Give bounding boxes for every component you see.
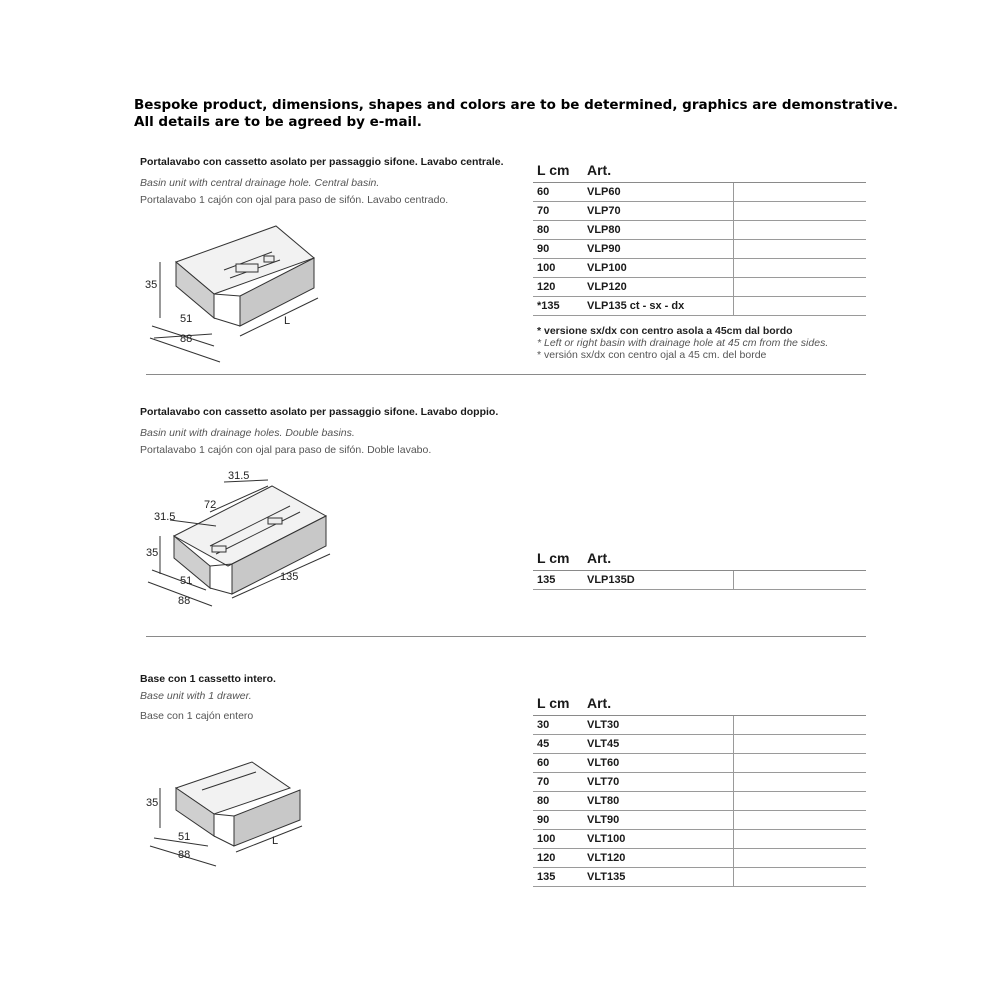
cell-article: VLP90 (587, 243, 621, 255)
cell-length: 80 (537, 224, 550, 236)
dim-length-label: L (272, 835, 279, 847)
cell-article: VLP60 (587, 186, 621, 198)
disclaimer-line-2: All details are to be agreed by e-mail. (134, 114, 422, 130)
table-row (533, 811, 866, 830)
section-2-english: Basin unit with drainage holes. Double basins. (140, 427, 355, 439)
dim-depth-label: 51 (180, 575, 193, 587)
section-1-title: Portalavabo con cassetto asolato per passaggio sifone. Lavabo centrale. (140, 156, 504, 168)
col-article-header: Art. (587, 162, 612, 178)
basin-unit-double-drawing (140, 466, 360, 611)
disclaimer-line-1: Bespoke product, dimensions, shapes and colors are to be determined, graphics are demonstrative. (134, 97, 899, 113)
table-row (533, 259, 866, 278)
table-row (533, 773, 866, 792)
table-row (533, 830, 866, 849)
section-2-table (533, 548, 866, 590)
cell-article: VLP70 (587, 205, 621, 217)
dim-width-label: 88 (178, 595, 191, 607)
cell-length: 120 (537, 281, 556, 293)
dim-length-label: 135 (280, 571, 299, 583)
cell-article: VLT60 (587, 757, 620, 769)
dim-height-label: 35 (145, 279, 158, 291)
cell-length: 45 (537, 738, 550, 750)
cell-length: 70 (537, 205, 550, 217)
table-row (533, 735, 866, 754)
section-1-spanish: Portalavabo 1 cajón con ojal para paso de sifón. Lavabo centrado. (140, 194, 449, 206)
dim-length-label: L (284, 315, 291, 327)
table-row (533, 202, 866, 221)
basin-unit-central-drawing (140, 218, 340, 363)
cell-length: 135 (537, 871, 556, 883)
note-spanish: * versión sx/dx con centro ojal a 45 cm. del borde (537, 349, 767, 361)
section-1-notes (537, 325, 828, 361)
cell-article: VLP135 ct - sx - dx (587, 300, 685, 312)
col-article-header: Art. (587, 550, 612, 566)
section-divider (146, 636, 866, 637)
cell-article: VLT45 (587, 738, 620, 750)
note-italian: * versione sx/dx con centro asola a 45cm dal bordo (537, 325, 793, 337)
cell-length: 135 (537, 574, 556, 586)
dim-height-label: 35 (146, 797, 159, 809)
cell-length: 120 (537, 852, 556, 864)
table-row (533, 221, 866, 240)
section-3-table (533, 693, 866, 887)
dim-width-label: 88 (178, 849, 191, 861)
cell-article: VLT120 (587, 852, 626, 864)
cell-length: 80 (537, 795, 550, 807)
section-2-title: Portalavabo con cassetto asolato per passaggio sifone. Lavabo doppio. (140, 406, 499, 418)
table-row (533, 297, 866, 316)
cell-length: 70 (537, 776, 550, 788)
section-1-english: Basin unit with central drainage hole. Central basin. (140, 177, 380, 189)
col-length-header: L cm (537, 550, 570, 566)
cell-article: VLT90 (587, 814, 620, 826)
section-1-table (533, 160, 866, 316)
section-divider (146, 374, 866, 375)
cell-length: 30 (537, 719, 550, 731)
cell-length: 100 (537, 262, 556, 274)
table-row (533, 754, 866, 773)
dim-hole-c-label: 31.5 (154, 511, 176, 523)
cell-article: VLP135D (587, 574, 635, 586)
dim-depth-label: 51 (180, 313, 193, 325)
col-article-header: Art. (587, 695, 612, 711)
cell-length: 60 (537, 757, 550, 769)
dim-depth-label: 51 (178, 831, 191, 843)
cell-length: 60 (537, 186, 550, 198)
cell-article: VLP100 (587, 262, 627, 274)
table-row (533, 868, 866, 887)
cell-article: VLP120 (587, 281, 627, 293)
col-length-header: L cm (537, 695, 570, 711)
table-row (533, 571, 866, 590)
cell-length: 100 (537, 833, 556, 845)
cell-length: 90 (537, 814, 550, 826)
table-row (533, 240, 866, 259)
col-length-header: L cm (537, 162, 570, 178)
base-unit-drawer-drawing (140, 754, 320, 869)
table-header (533, 160, 866, 183)
disclaimer-header (134, 97, 898, 131)
dim-height-label: 35 (146, 547, 159, 559)
cell-article: VLT30 (587, 719, 620, 731)
cell-length: 90 (537, 243, 550, 255)
table-row (533, 278, 866, 297)
table-row (533, 792, 866, 811)
table-header (533, 693, 866, 716)
dim-width-label: 88 (180, 333, 193, 345)
section-2-spanish: Portalavabo 1 cajón con ojal para paso de sifón. Doble lavabo. (140, 444, 432, 456)
section-3-spanish: Base con 1 cajón entero (140, 710, 254, 722)
cell-length: *135 (537, 300, 560, 312)
cell-article: VLP80 (587, 224, 621, 236)
table-row (533, 183, 866, 202)
table-header (533, 548, 866, 571)
section-3-title: Base con 1 cassetto intero. (140, 673, 276, 685)
cell-article: VLT100 (587, 833, 626, 845)
cell-article: VLT70 (587, 776, 620, 788)
table-row (533, 849, 866, 868)
cell-article: VLT135 (587, 871, 626, 883)
dim-hole-b-label: 72 (204, 499, 217, 511)
section-3-english: Base unit with 1 drawer. (140, 690, 252, 702)
note-english: * Left or right basin with drainage hole at 45 cm from the sides. (537, 337, 829, 349)
cell-article: VLT80 (587, 795, 620, 807)
table-row (533, 716, 866, 735)
dim-hole-a-label: 31.5 (228, 470, 250, 482)
